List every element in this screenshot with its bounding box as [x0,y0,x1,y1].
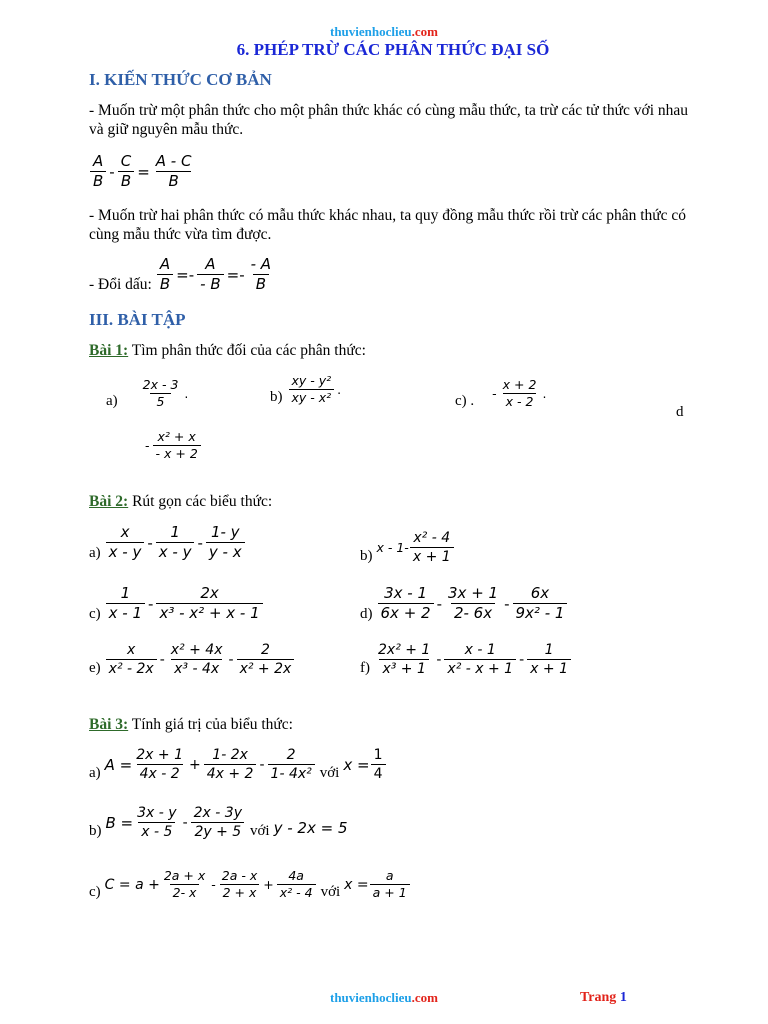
exercise-3-heading [89,715,293,734]
section-heading-exercises: III. BÀI TẬP [89,310,186,329]
fraction: $\frac{\text{x² - 4}}{x + 1}$ [410,530,454,565]
with-label: với [249,823,270,840]
fraction: $\frac{\text{x² + x}}{- x + 2}$ [153,430,201,462]
exercise-1-item-d-label: d [676,404,684,420]
page-title: 6. PHÉP TRỪ CÁC PHÂN THỨC ĐẠI SỐ [236,40,550,59]
fraction: $\frac{C}{B}$ [118,153,134,191]
fraction: $\frac{1}{x - y}$ [156,524,195,562]
fraction: $\frac{\text{x² + 4x}}{\text{x³ - 4x}}$ [170,642,223,678]
formula-sign-change: - Đổi dấu: $\frac{A}{B}$ =- $\frac{A}{- B}$ =- $\frac{- A}{B}$ [89,256,275,294]
rule-same-denominator: - Muốn trừ một phân thức cho một phân thức khác có cùng mẫu thức, ta trừ các tử thức với nhau và giữ nguyên mẫu thức. [89,102,689,138]
with-label: với [320,883,341,900]
fraction: $\frac{A}{B}$ [90,153,106,191]
fraction: $\frac{x - 1}{\text{x² - x + 1}}$ [444,642,516,677]
fraction: $\frac{6x}{\text{9x² - 1}}$ [513,585,568,623]
fraction: $\frac{3x - 1}{6x + 2}$ [378,585,434,623]
fraction: $\frac{3x - y}{x - 5}$ [137,805,177,841]
exercise-1-label: Bài 1: [89,342,129,359]
exercise-3-label: Bài 3: [89,716,129,733]
sign-change-label: - Đổi dấu: [89,275,152,293]
item-label: d) [360,605,373,622]
fraction: $\frac{1- y}{y - x}$ [206,524,245,562]
page-number-label: Trang [580,990,617,1005]
fraction: $\frac{2x - 3}{5}$ [142,377,179,410]
footer-site [330,990,438,1006]
fraction: $\frac{A - C}{B}$ [155,152,192,191]
exercise-1-item-a: a) $\frac{2x - 3}{5}$ . [106,377,189,410]
fraction: $\frac{A}{- B}$ [197,256,223,294]
fraction: $\frac{x}{x - y}$ [106,524,145,562]
footer-site-domain: .com [411,990,438,1005]
item-label: c) [89,883,101,900]
exercise-2-item-c: c) $\frac{1}{x - 1}$ - $\frac{2x}{\text{x³ - x² + x - 1}}$ [89,585,264,623]
fraction: $\frac{x}{\text{x² - 2x}}$ [106,642,157,677]
exercise-2-item-d: d) $\frac{3x - 1}{6x + 2}$ - $\frac{3x + 1}{2- 6x}$ - $\frac{6x}{\text{9x² - 1}}$ [360,585,568,623]
exercise-1-item-b: b) $\frac{\text{xy - y²}}{\text{xy - x²}}$ . [270,373,342,406]
item-label: a) [89,765,101,782]
footer-site-name: thuvienhoclieu [330,990,412,1005]
fraction: $\frac{2x + 1}{4x - 2}$ [136,747,183,783]
exercise-3-text: Tính giá trị của biểu thức: [128,716,293,733]
exercise-1-heading [89,341,366,360]
fraction: $\frac{1}{x + 1}$ [527,642,571,677]
item-label: b) [270,388,283,405]
page-number-value: 1 [619,990,627,1005]
exercise-2-item-b: b) x - 1- $\frac{\text{x² - 4}}{x + 1}$ [360,530,455,565]
fraction: $\frac{3x + 1}{2- 6x}$ [448,584,499,623]
exercise-2-text: Rút gọn các biểu thức: [128,493,273,510]
fraction: $\frac{4a}{\text{x² - 4}}$ [277,869,316,901]
exercise-3-item-c: c) C = a + $\frac{2a + x}{2- x}$ - $\frac{2a - x}{2 + x}$ + $\frac{4a}{\text{x² - 4}}$ với x = $\frac{a}{a + 1}$ [89,869,411,901]
fraction: $\frac{1}{x - 1}$ [106,585,145,623]
fraction: $\frac{- A}{B}$ [250,255,272,294]
fraction: $\frac{\text{xy - y²}}{\text{xy - x²}}$ [289,374,335,406]
item-label: e) [89,660,101,677]
exercise-2-item-a: a) $\frac{x}{x - y}$ - $\frac{1}{x - y}$ - $\frac{1- y}{y - x}$ [89,524,246,562]
exercise-3-item-b: b) B = $\frac{3x - y}{x - 5}$ - $\frac{2x - 3y}{2y + 5}$ với y - 2x = 5 [89,805,348,841]
exercise-3-item-a: a) A = $\frac{2x + 1}{4x - 2}$ + $\frac{1- 2x}{4x + 2}$ - $\frac{2}{\text{1- 4x²}}$ với x = $\frac{1}{4}$ [89,747,387,782]
fraction: $\frac{2}{\text{1- 4x²}}$ [268,747,315,782]
fraction: $\frac{2a - x}{2 + x}$ [219,869,260,901]
page-number [580,990,627,1006]
header-site-domain: .com [411,24,438,39]
item-label: a) [106,392,118,409]
exercise-1-item-d: - $\frac{\text{x² + x}}{- x + 2}$ [143,430,202,462]
exercise-1-item-c: c) . - $\frac{x + 2}{x - 2}$ . [455,377,547,410]
item-label: c) . [455,392,475,409]
header-site-name: thuvienhoclieu [330,24,412,39]
item-label: c) [89,605,101,622]
item-label: a) [89,544,101,561]
exercise-2-label: Bài 2: [89,493,129,510]
fraction: $\frac{2x - 3y}{2y + 5}$ [191,805,245,840]
section-heading-basic: I. KIẾN THỨC CƠ BẢN [89,70,272,89]
exercise-1-text: Tìm phân thức đối của các phân thức: [128,342,366,359]
exercise-2-item-f: f) $\frac{\text{2x² + 1}}{\text{x³ + 1}}$ - $\frac{x - 1}{\text{x² - x + 1}}$ - $\frac{1}{x + 1}$ [360,642,572,677]
fraction: $\frac{2x}{\text{x³ - x² + x - 1}}$ [156,585,262,623]
fraction: $\frac{A}{B}$ [157,256,173,294]
rule-different-denominator: - Muốn trừ hai phân thức có mẫu thức khác nhau, ta quy đồng mẫu thức rồi trừ các phân thức có cùng mẫu thức vừa tìm được. [89,207,687,243]
fraction: $\frac{1}{4}$ [371,747,386,782]
fraction: $\frac{a}{a + 1}$ [370,869,410,901]
item-label: f) [360,660,370,677]
fraction: $\frac{1- 2x}{4x + 2}$ [204,747,257,782]
exercise-2-heading [89,492,272,511]
fraction: $\frac{\text{2x² + 1}}{\text{x³ + 1}}$ [378,642,431,678]
with-label: với [319,765,340,782]
fraction: $\frac{x + 2}{x - 2}$ [502,377,537,410]
item-label: b) [360,548,373,565]
formula-same-denominator: $\frac{A}{B}$ - $\frac{C}{B}$ = $\frac{A - C}{B}$ [89,153,195,191]
exercise-2-item-e: e) $\frac{x}{\text{x² - 2x}}$ - $\frac{\text{x² + 4x}}{\text{x³ - 4x}}$ - $\frac{2}{\text{x² + 2x}}$ [89,642,295,677]
item-label: b) [89,823,102,840]
header-site [330,24,438,40]
fraction: $\frac{2a + x}{2- x}$ [163,868,206,901]
fraction: $\frac{2}{\text{x² + 2x}}$ [237,642,295,677]
